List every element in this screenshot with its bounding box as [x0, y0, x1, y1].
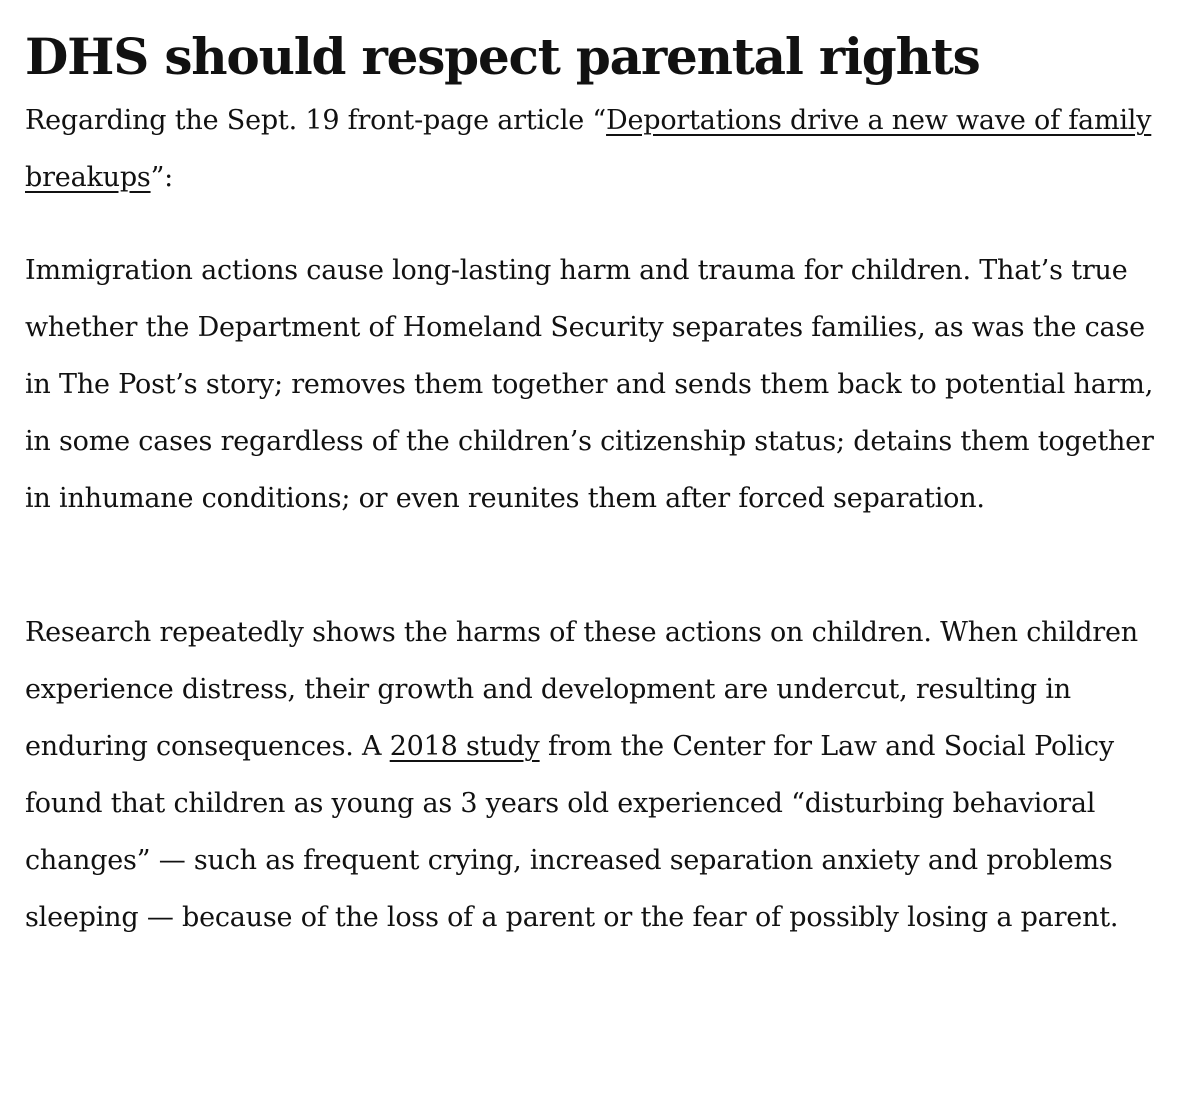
- headline: DHS should respect parental rights: [25, 27, 980, 86]
- letter-article: [25, 18, 1175, 946]
- study-link[interactable]: 2018 study: [389, 731, 540, 762]
- body-paragraph-1: Immigration actions cause long-lasting harm and trauma for children. That’s true whether the Department of Homeland Security separates families, as was the case in The Post’s story; removes them together and sends them back to potential harm, in some cases regardless of the children’s citizenship status; detains them together in inhumane conditions; or even reunites them after forced separation.: [25, 255, 1154, 514]
- intro-paragraph: [25, 92, 1175, 206]
- referenced-article-link[interactable]: Deportations drive a new wave of family breakups: [25, 105, 1152, 193]
- paragraph2-text-after: from the Center for Law and Social Policy found that children as young as 3 years old experienced “disturbing behavioral changes” — such as frequent crying, increased separation anxiety and problems sleeping — because of the loss of a parent or the fear of possibly losing a parent.: [25, 731, 1119, 933]
- intro-prefix: Regarding the Sept. 19 front-page article “: [25, 105, 607, 136]
- intro-suffix: ”:: [150, 162, 174, 193]
- paragraph2-text-before: Research repeatedly shows the harms of these actions on children. When children experience distress, their growth and development are undercut, resulting in enduring consequences. A: [25, 617, 1138, 762]
- body-paragraph-2: [25, 604, 1175, 946]
